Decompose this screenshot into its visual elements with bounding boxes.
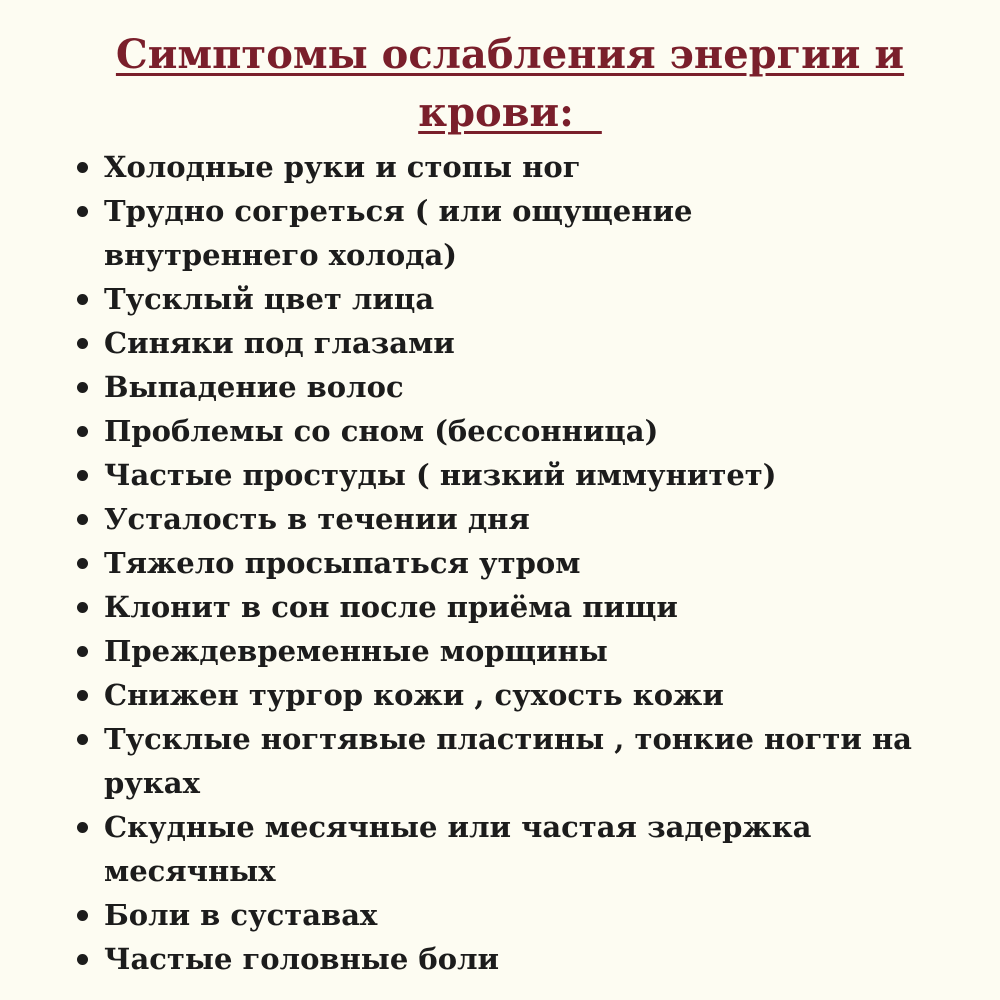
list-item — [74, 145, 914, 189]
symptom-text: Снижен тургор кожи , сухость кожи — [104, 678, 724, 712]
symptom-text: Скудные месячные или частая задержка месячных — [104, 810, 812, 888]
list-item — [74, 541, 914, 585]
list-item — [74, 585, 914, 629]
bullet-icon — [77, 162, 88, 173]
bullet-icon — [77, 690, 88, 701]
bullet-icon — [77, 910, 88, 921]
bullet-icon — [77, 558, 88, 569]
bullet-icon — [77, 602, 88, 613]
symptom-list — [74, 145, 914, 981]
bullet-icon — [77, 294, 88, 305]
symptom-text: Частые простуды ( низкий иммунитет) — [104, 458, 777, 492]
bullet-icon — [77, 954, 88, 965]
symptom-text: Холодные руки и стопы ног — [104, 150, 581, 184]
list-item — [74, 409, 914, 453]
list-item — [74, 497, 914, 541]
symptom-text: Проблемы со сном (бессонница) — [104, 414, 659, 448]
symptom-text: Выпадение волос — [104, 370, 404, 404]
bullet-icon — [77, 822, 88, 833]
list-item — [74, 365, 914, 409]
symptom-text: Частые головные боли — [104, 942, 500, 976]
symptom-text: Тусклые ногтявые пластины , тонкие ногти на руках — [104, 722, 912, 800]
symptom-text: Усталость в течении дня — [104, 502, 530, 536]
list-item — [74, 453, 914, 497]
list-item — [74, 717, 914, 805]
list-item — [74, 805, 914, 893]
symptom-text: Преждевременные морщины — [104, 634, 608, 668]
page-title: Симптомы ослабления энергии и крови: — [115, 31, 905, 136]
bullet-icon — [77, 338, 88, 349]
bullet-icon — [77, 646, 88, 657]
bullet-icon — [77, 514, 88, 525]
bullet-icon — [77, 206, 88, 217]
symptom-text: Тяжело просыпаться утром — [104, 546, 581, 580]
list-item — [74, 189, 914, 277]
list-item — [74, 893, 914, 937]
list-item — [74, 673, 914, 717]
symptom-text: Клонит в сон после приёма пищи — [104, 590, 678, 624]
list-item — [74, 629, 914, 673]
list-item — [74, 277, 914, 321]
symptom-text: Синяки под глазами — [104, 326, 455, 360]
symptom-text: Тусклый цвет лица — [104, 282, 435, 316]
symptom-text: Боли в суставах — [104, 898, 378, 932]
bullet-icon — [77, 470, 88, 481]
bullet-icon — [77, 382, 88, 393]
symptom-text: Трудно согреться ( или ощущение внутреннего холода) — [104, 194, 693, 272]
bullet-icon — [77, 734, 88, 745]
bullet-icon — [77, 426, 88, 437]
list-item — [74, 937, 914, 981]
list-item — [74, 321, 914, 365]
